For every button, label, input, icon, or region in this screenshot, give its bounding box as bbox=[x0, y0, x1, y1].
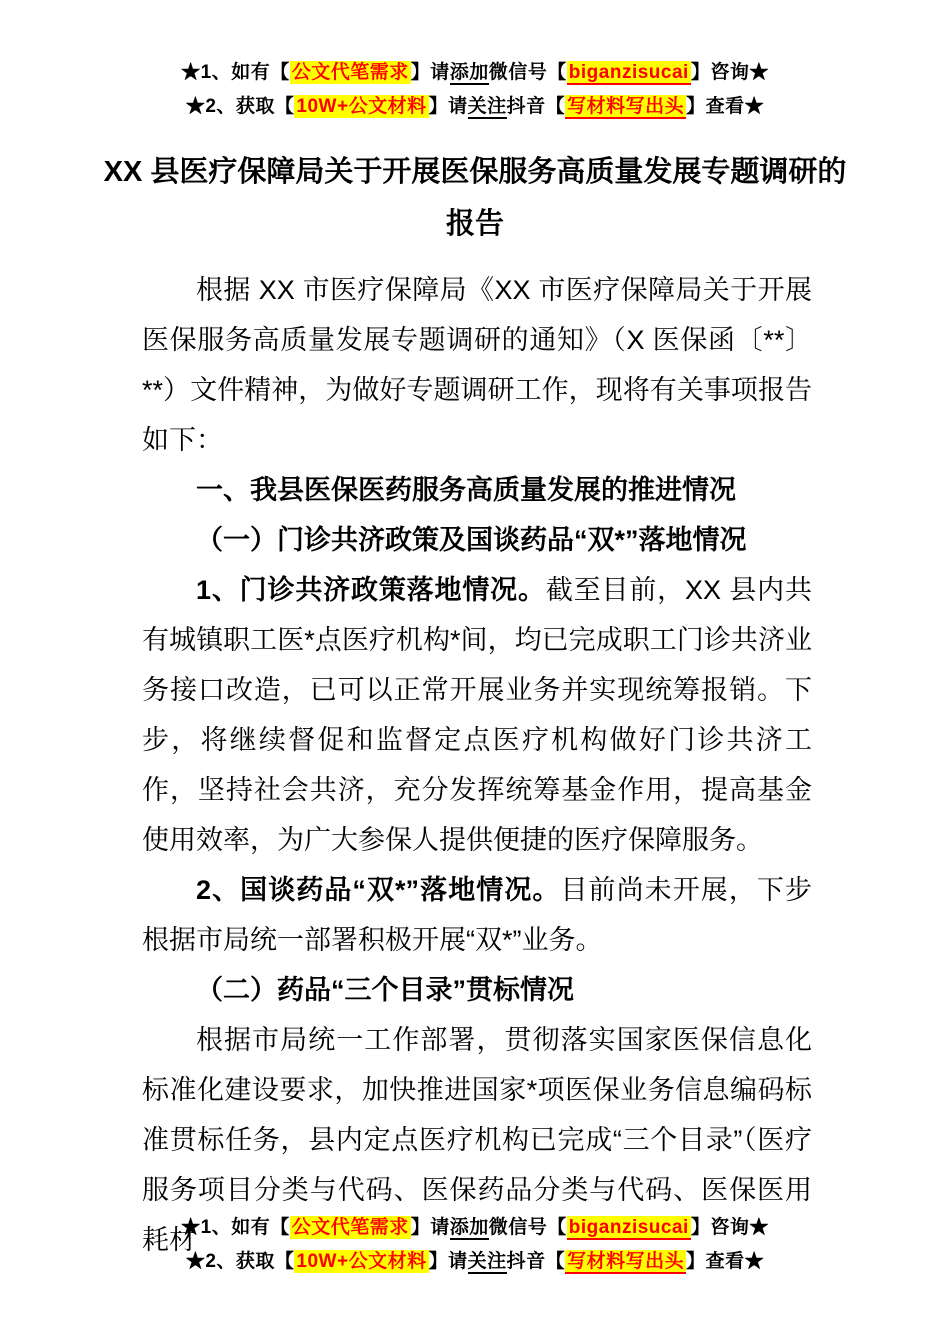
underlined-text: 添加 bbox=[449, 1217, 489, 1238]
bold-text-run: （二）药品“三个目录”贯标情况 bbox=[196, 975, 574, 1005]
document-title-line: 报告 bbox=[445, 208, 504, 240]
banner-text: 】请 bbox=[428, 96, 468, 117]
document-title-line: XX 县医疗保障局关于开展医保服务高质量发展专题调研的 bbox=[103, 156, 847, 188]
bold-text-run: 1、门诊共济政策落地情况。 bbox=[196, 575, 546, 605]
banner-text: 】请 bbox=[428, 1251, 468, 1272]
underlined-text: 关注 bbox=[467, 1251, 507, 1272]
subsection-heading-1-2 bbox=[142, 965, 812, 1015]
underlined-text: 关注 bbox=[467, 96, 507, 117]
banner-text: ★2、获取【 bbox=[185, 96, 295, 117]
highlighted-text: biganzisucai bbox=[568, 62, 689, 83]
paragraph-item-1 bbox=[142, 565, 812, 865]
paragraph-item-2 bbox=[142, 865, 812, 965]
underlined-text: 添加 bbox=[449, 62, 489, 83]
banner-text: 抖音【 bbox=[506, 1251, 566, 1272]
text-run: 根据 XX 市医疗保障局《XX 市医疗保障局关于开展医保服务高质量发展专题调研的通知》（X 医保函〔**〕**）文件精神，为做好专题调研工作，现将有关事项报告如下： bbox=[142, 275, 812, 455]
promo-banner-line-1 bbox=[0, 56, 950, 90]
banner-text: ★2、获取【 bbox=[185, 1251, 295, 1272]
text-run: 目前尚未开展，下步根据市局统一部署积极开展“双*”业务。 bbox=[142, 875, 813, 955]
section-heading-1 bbox=[142, 465, 812, 515]
highlighted-text: 写材料写出头 bbox=[567, 1251, 685, 1272]
banner-text: 】请 bbox=[410, 62, 450, 83]
banner-text: 抖音【 bbox=[506, 96, 566, 117]
intro-paragraph bbox=[142, 265, 812, 465]
highlighted-text: 10W+公文材料 bbox=[296, 1251, 427, 1272]
banner-text: 微信号【 bbox=[488, 62, 567, 83]
bold-text-run: （一）门诊共济政策及国谈药品“双*”落地情况 bbox=[196, 525, 747, 555]
banner-text: 】请 bbox=[410, 1217, 450, 1238]
promo-banner-line-1 bbox=[0, 1211, 950, 1245]
text-run: 根据市局统一工作部署，贯彻落实国家医保信息化标准化建设要求，加快推进国家*项医保业务信息编码标准贯标任务，县内定点医疗机构已完成“三个目录”（医疗服务项目分类与代码、医保药品分类与代码、医保医用耗材 bbox=[142, 1025, 812, 1255]
text-run: 截至目前，XX 县内共有城镇职工医*点医疗机构*间，均已完成职工门诊共济业务接口改造，已可以正常开展业务并实现统筹报销。下步，将继续督促和监督定点医疗机构做好门诊共济工作，坚持社会共济，充分发挥统筹基金作用，提高基金使用效率，为广大参保人提供便捷的医疗保障服务。 bbox=[142, 575, 812, 855]
banner-text: ★1、如有【 bbox=[181, 62, 290, 83]
promo-banner-line-2 bbox=[0, 1245, 950, 1279]
bold-text-run: 一、我县医保医药服务高质量发展的推进情况 bbox=[196, 475, 736, 505]
highlighted-text: biganzisucai bbox=[568, 1217, 689, 1238]
banner-text: 】咨询★ bbox=[690, 62, 769, 83]
bold-text-run: 2、国谈药品“双*”落地情况。 bbox=[196, 875, 561, 905]
banner-text: 】咨询★ bbox=[690, 1217, 769, 1238]
promo-banner-line-2 bbox=[0, 90, 950, 124]
document-body bbox=[142, 265, 812, 1265]
subsection-heading-1-1 bbox=[142, 515, 812, 565]
banner-text: ★1、如有【 bbox=[181, 1217, 290, 1238]
banner-text: 】查看★ bbox=[686, 96, 765, 117]
highlighted-text: 公文代笔需求 bbox=[291, 1217, 409, 1238]
promo-banner-bottom bbox=[0, 1211, 950, 1279]
banner-text: 】查看★ bbox=[686, 1251, 765, 1272]
highlighted-text: 写材料写出头 bbox=[567, 96, 685, 117]
promo-banner-top bbox=[0, 0, 950, 124]
highlighted-text: 10W+公文材料 bbox=[296, 96, 427, 117]
banner-text: 微信号【 bbox=[488, 1217, 567, 1238]
highlighted-text: 公文代笔需求 bbox=[291, 62, 409, 83]
document-title bbox=[0, 146, 950, 250]
